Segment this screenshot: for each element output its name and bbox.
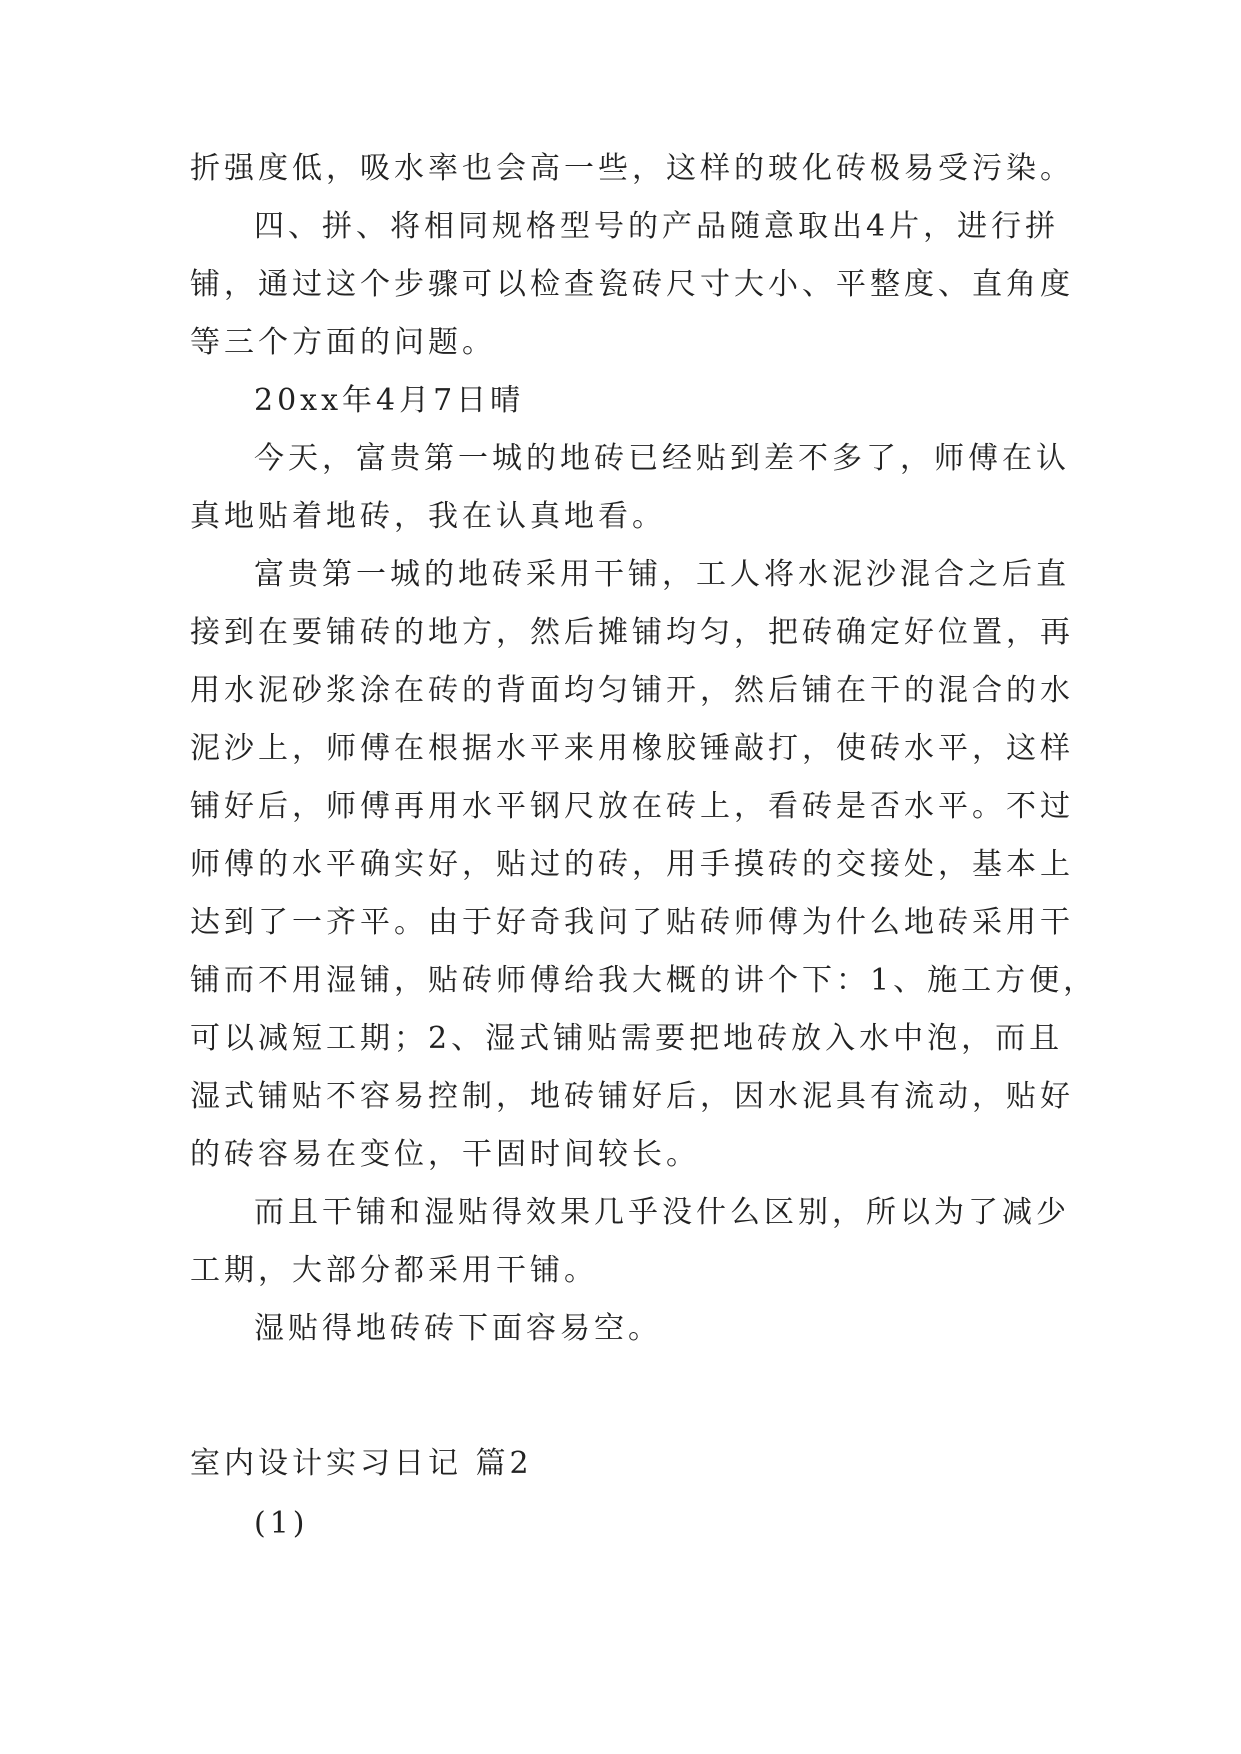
section-heading: 室内设计实习日记 篇2: [190, 1446, 533, 1481]
text-line: 湿贴得地砖砖下面容易空。: [254, 1311, 662, 1346]
text-line: 工期，大部分都采用干铺。: [190, 1253, 598, 1288]
text-line: 铺好后，师傅再用水平钢尺放在砖上，看砖是否水平。不过: [190, 789, 1074, 824]
text-line: 等三个方面的问题。: [190, 325, 496, 360]
text-line: 而且干铺和湿贴得效果几乎没什么区别，所以为了减少: [254, 1195, 1070, 1230]
text-line: 泥沙上，师傅在根据水平来用橡胶锤敲打，使砖水平，这样: [190, 731, 1074, 766]
text-line: 铺，通过这个步骤可以检查瓷砖尺寸大小、平整度、直角度: [190, 267, 1074, 302]
text-line: 可以减短工期；2、湿式铺贴需要把地砖放入水中泡，而且: [190, 1021, 1064, 1056]
text-line: 接到在要铺砖的地方，然后摊铺均匀，把砖确定好位置，再: [190, 615, 1074, 650]
text-line: 的砖容易在变位，干固时间较长。: [190, 1137, 700, 1172]
text-line: 湿式铺贴不容易控制，地砖铺好后，因水泥具有流动，贴好: [190, 1079, 1074, 1114]
text-line: 真地贴着地砖，我在认真地看。: [190, 499, 666, 534]
text-line: 铺而不用湿铺，贴砖师傅给我大概的讲个下：1、施工方便，: [190, 963, 1098, 998]
text-line: 今天，富贵第一城的地砖已经贴到差不多了，师傅在认: [254, 441, 1070, 476]
text-line: 富贵第一城的地砖采用干铺，工人将水泥沙混合之后直: [254, 557, 1070, 592]
diary-date: 20xx年4月7日晴: [254, 383, 525, 418]
text-line: 折强度低，吸水率也会高一些，这样的玻化砖极易受污染。: [190, 151, 1074, 186]
section-first-line: (1): [254, 1506, 309, 1541]
body-text-block: [190, 140, 1098, 1358]
text-line: 四、拼、将相同规格型号的产品随意取出4片，进行拼: [254, 209, 1060, 244]
text-line: 达到了一齐平。由于好奇我问了贴砖师傅为什么地砖采用干: [190, 905, 1074, 940]
text-line: 师傅的水平确实好，贴过的砖，用手摸砖的交接处，基本上: [190, 847, 1074, 882]
text-line: 用水泥砂浆涂在砖的背面均匀铺开，然后铺在干的混合的水: [190, 673, 1074, 708]
